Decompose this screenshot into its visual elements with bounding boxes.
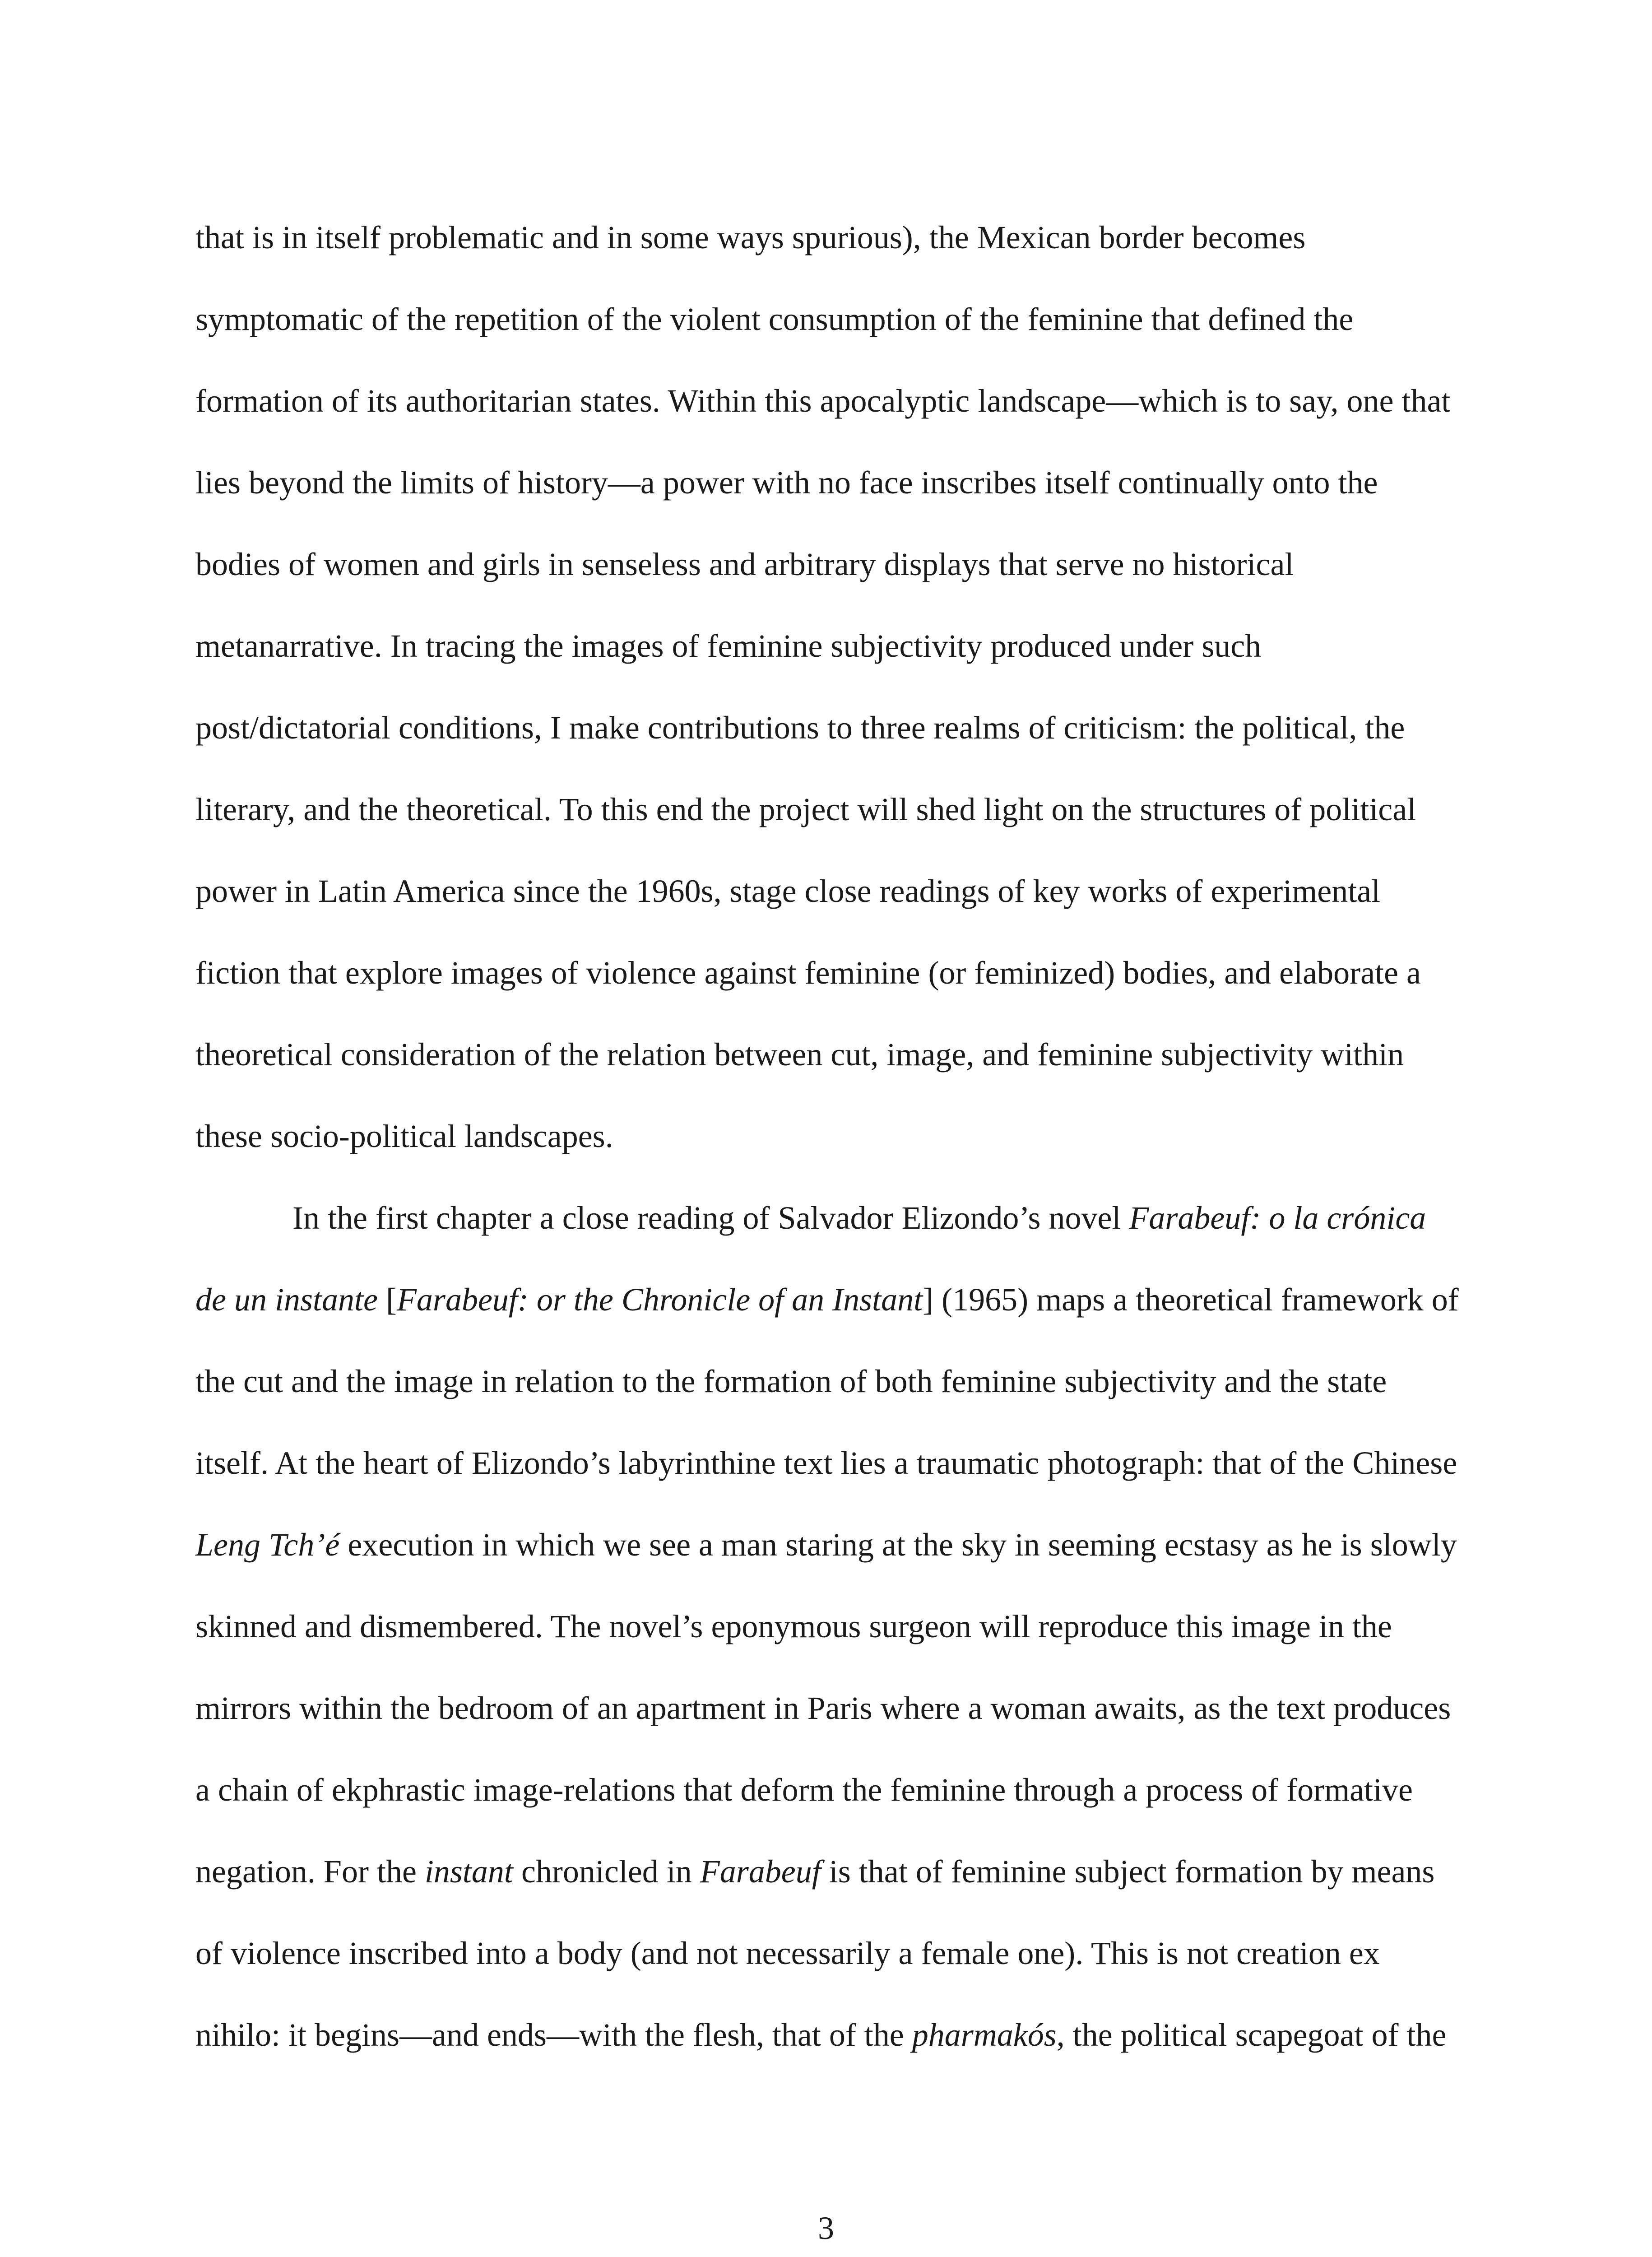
text-line (195, 1283, 1459, 1316)
italic-text: instant (424, 1853, 513, 1890)
text-line (195, 1120, 613, 1152)
text-segment: lies beyond the limits of history—a power with no face inscribes itself continually onto the (195, 464, 1378, 501)
text-segment: bodies of women and girls in senseless and arbitrary displays that serve no historical (195, 546, 1294, 582)
text-segment: fiction that explore images of violence against feminine (or feminized) bodies, and elaborate a (195, 955, 1421, 991)
text-segment: that is in itself problematic and in some ways spurious), the Mexican border becomes (195, 219, 1306, 255)
italic-text: Leng Tch’é (195, 1527, 340, 1563)
text-line (195, 548, 1294, 581)
page-number: 3 (818, 2210, 834, 2246)
text-segment: nihilo: it begins—and ends—with the flesh, that of the (195, 2017, 912, 2053)
text-line (195, 1692, 1451, 1724)
text-line (195, 2019, 1446, 2051)
text-line (195, 1038, 1404, 1071)
text-segment: metanarrative. In tracing the images of feminine subjectivity produced under such (195, 628, 1262, 664)
text-segment: these socio-political landscapes. (195, 1118, 613, 1154)
text-segment: a chain of ekphrastic image-relations that deform the feminine through a process of formative (195, 1772, 1413, 1808)
text-line (195, 303, 1353, 335)
text-line (195, 1937, 1380, 1969)
text-segment: of violence inscribed into a body (and not necessarily a female one). This is not creation ex (195, 1935, 1380, 1971)
text-line (195, 1774, 1413, 1806)
italic-text: de un instante (195, 1282, 378, 1318)
italic-text: Farabeuf: or the Chronicle of an Instant (396, 1282, 923, 1318)
text-line (195, 957, 1421, 989)
text-segment: execution in which we see a man staring at the sky in seeming ecstasy as he is slowly (339, 1527, 1457, 1563)
italic-text: pharmakós (912, 2017, 1057, 2053)
text-segment: post/dictatorial conditions, I make contributions to three realms of criticism: the political, the (195, 710, 1405, 746)
text-segment: chronicled in (513, 1853, 700, 1890)
text-segment: In the first chapter a close reading of Salvador Elizondo’s novel (292, 1200, 1129, 1236)
text-segment: literary, and the theoretical. To this end the project will shed light on the structures of political (195, 791, 1416, 827)
text-line (195, 793, 1416, 826)
text-line (292, 1202, 1426, 1234)
text-line (195, 630, 1261, 662)
italic-text: Farabeuf: o la crónica (1129, 1200, 1426, 1236)
text-segment: , the political scapegoat of the (1056, 2017, 1447, 2053)
text-segment: ] (1965) maps a theoretical framework of (923, 1282, 1459, 1318)
text-segment: formation of its authoritarian states. Within this apocalyptic landscape—which is to say, one that (195, 383, 1451, 419)
text-segment: negation. For the (195, 1853, 425, 1890)
text-segment: [ (377, 1282, 397, 1318)
text-line (195, 1855, 1434, 1888)
text-line (195, 1365, 1387, 1398)
text-segment: symptomatic of the repetition of the violent consumption of the feminine that defined the (195, 301, 1354, 337)
text-segment: power in Latin America since the 1960s, stage close readings of key works of experimental (195, 873, 1381, 909)
italic-text: Farabeuf (700, 1853, 821, 1890)
text-line (195, 385, 1450, 417)
text-segment: itself. At the heart of Elizondo’s labyrinthine text lies a traumatic photograph: that of the Chinese (195, 1445, 1457, 1481)
text-segment: mirrors within the bedroom of an apartment in Paris where a woman awaits, as the text produces (195, 1690, 1451, 1726)
text-line (195, 1447, 1457, 1479)
text-segment: theoretical consideration of the relation between cut, image, and feminine subjectivity within (195, 1036, 1404, 1073)
text-segment: the cut and the image in relation to the formation of both feminine subjectivity and the state (195, 1363, 1387, 1399)
text-line (195, 1528, 1457, 1561)
text-line (195, 711, 1405, 744)
text-line (195, 875, 1380, 907)
text-segment: is that of feminine subject formation by means (821, 1853, 1435, 1890)
text-segment: skinned and dismembered. The novel’s eponymous surgeon will reproduce this image in the (195, 1608, 1392, 1644)
text-line (195, 1610, 1392, 1643)
text-line (195, 466, 1378, 499)
text-line (195, 221, 1305, 254)
